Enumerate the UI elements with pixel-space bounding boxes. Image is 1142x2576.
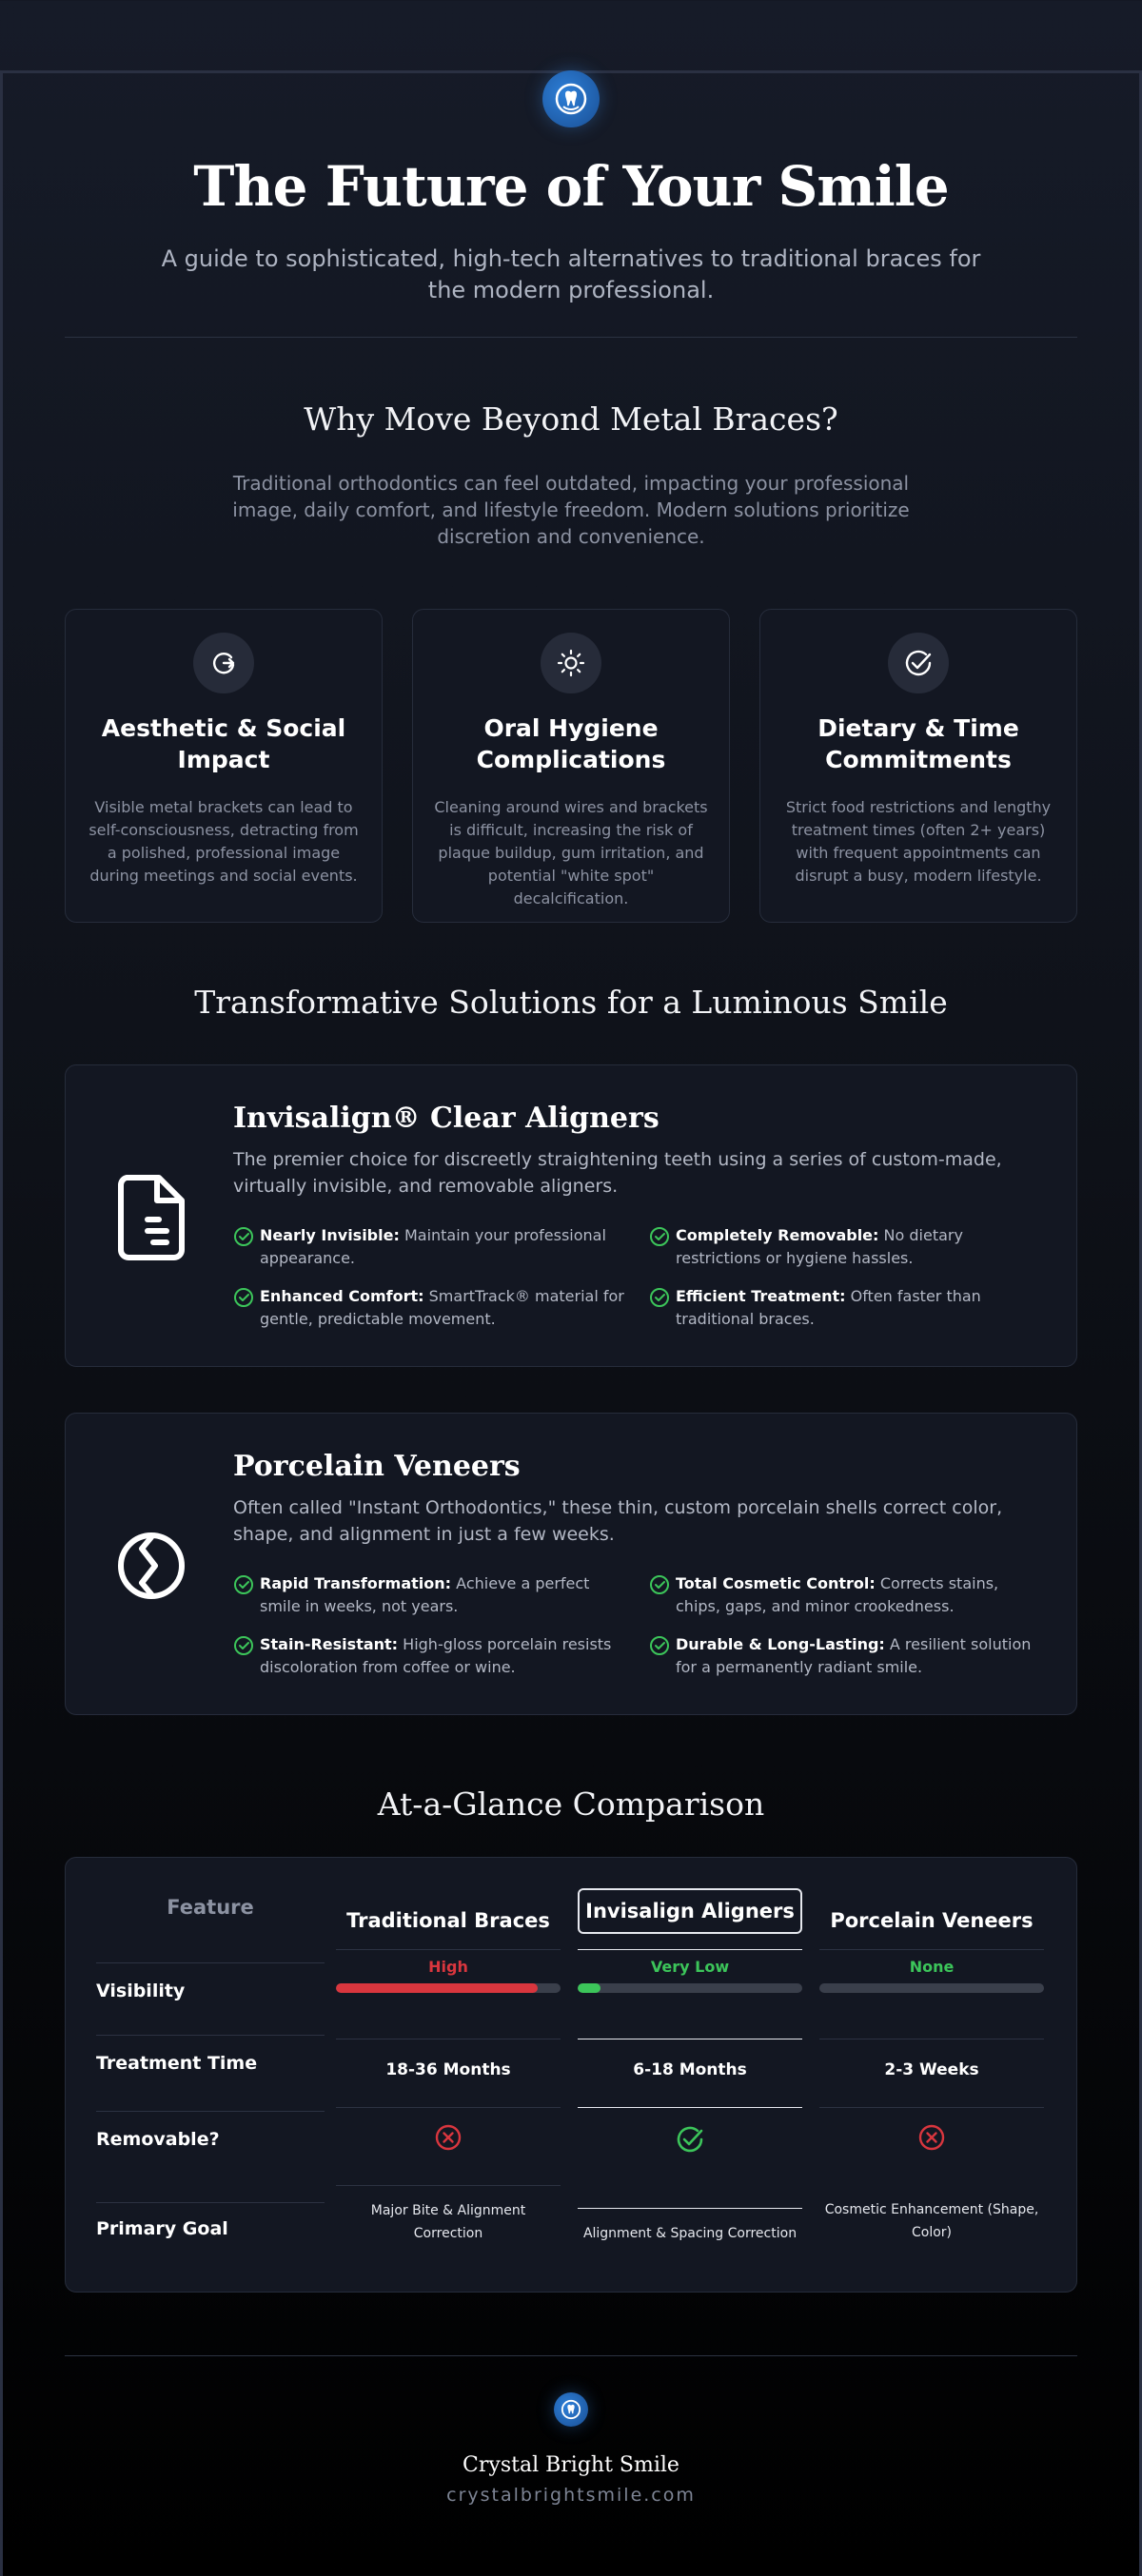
primary-goal-cell [336, 2185, 561, 2245]
solution-card-veneers [65, 1413, 1077, 1715]
benefit-text: Often faster than traditional braces. [676, 1287, 981, 1328]
comparison-table [65, 1857, 1077, 2293]
treatment-time-value: 18-36 Months [385, 2060, 511, 2079]
visibility-bar [336, 1983, 561, 1993]
sun-icon [541, 633, 601, 693]
problem-card [759, 609, 1077, 923]
check-icon [649, 1574, 676, 1618]
benefit-item [233, 1285, 626, 1331]
benefit-text: Achieve a perfect smile in weeks, not years. [260, 1574, 590, 1615]
check-icon [233, 1574, 260, 1618]
benefit-title: Total Cosmetic Control: [676, 1574, 876, 1592]
solution-card-invisalign [65, 1064, 1077, 1367]
page-content [65, 70, 1077, 2506]
footer-divider [65, 2355, 1077, 2356]
why-section-title: Why Move Beyond Metal Braces? [304, 400, 838, 438]
check-circle-icon [674, 2141, 706, 2159]
check-icon [649, 1635, 676, 1679]
treatment-time-value: 2-3 Weeks [884, 2060, 979, 2079]
benefit-item [649, 1572, 1042, 1618]
problem-card-title: Oral Hygiene Complications [476, 714, 666, 773]
treatment-time-cell [819, 2039, 1044, 2107]
solution-name: Porcelain Veneers [233, 1450, 521, 1483]
benefit-text: No dietary restrictions or hygiene hassles. [676, 1226, 963, 1267]
visibility-bar-fill [336, 1983, 538, 1993]
chevron-circle-icon [113, 1518, 189, 1613]
benefit-title: Nearly Invisible: [260, 1226, 400, 1244]
benefit-item [233, 1633, 626, 1679]
problem-card-text: Strict food restrictions and lengthy treatment times (often 2+ years) with frequent appointments can disrupt a busy, modern lifestyle. [785, 798, 1052, 885]
treatment-time-value: 6-18 Months [633, 2060, 747, 2079]
comparison-section-title: At-a-Glance Comparison [377, 1786, 765, 1823]
benefit-text: Corrects stains, chips, gaps, and minor crookedness. [676, 1574, 999, 1615]
problem-card [412, 609, 730, 923]
row-label-treatment-time: Treatment Time [96, 2035, 325, 2111]
document-icon [113, 1170, 189, 1265]
visibility-bar [819, 1983, 1044, 1993]
problem-card [65, 609, 383, 923]
x-circle-icon [434, 2137, 463, 2156]
benefit-title: Enhanced Comfort: [260, 1287, 424, 1305]
check-icon [649, 1226, 676, 1270]
check-icon [649, 1287, 676, 1331]
treatment-time-cell [578, 2039, 802, 2107]
visibility-bar [578, 1983, 802, 1993]
primary-goal-cell [819, 2185, 1044, 2244]
benefit-item [233, 1572, 626, 1618]
solution-name: Invisalign® Clear Aligners [233, 1102, 660, 1135]
problem-card-title: Dietary & Time Commitments [817, 714, 1019, 773]
benefits-list [233, 1224, 1042, 1331]
benefit-text: Maintain your professional appearance. [260, 1226, 606, 1267]
visibility-cell [578, 1949, 802, 1993]
check-icon [233, 1635, 260, 1679]
x-circle-icon [917, 2137, 946, 2156]
primary-goal-value: Cosmetic Enhancement (Shape, Color) [824, 2202, 1039, 2240]
tooth-icon [554, 2392, 588, 2427]
feature-column-header: Feature [167, 1896, 254, 1919]
benefit-title: Stain-Resistant: [260, 1635, 399, 1653]
visibility-bar-fill [578, 1983, 601, 1993]
visibility-cell [819, 1949, 1044, 1993]
column-header-braces: Traditional Braces [346, 1909, 550, 1932]
benefit-title: Efficient Treatment: [676, 1287, 846, 1305]
benefit-title: Completely Removable: [676, 1226, 879, 1244]
benefit-title: Durable & Long-Lasting: [676, 1635, 885, 1653]
divider [65, 337, 1077, 338]
treatment-time-cell [336, 2039, 561, 2107]
benefit-title: Rapid Transformation: [260, 1574, 452, 1592]
primary-goal-cell [578, 2208, 802, 2245]
why-section-text: Traditional orthodontics can feel outdated, impacting your professional image, daily comfort, and lifestyle freedom. Modern solutions prioritize discretion and convenience. [232, 472, 910, 548]
benefit-item [649, 1224, 1042, 1270]
primary-goal-value: Major Bite & Alignment Correction [370, 2203, 526, 2241]
column-header-invisalign: Invisalign Aligners [578, 1888, 802, 1934]
page-subtitle: A guide to sophisticated, high-tech alternatives to traditional braces for the modern professional. [161, 245, 981, 303]
column-header-veneers: Porcelain Veneers [830, 1909, 1034, 1932]
row-label-primary-goal: Primary Goal [96, 2202, 325, 2259]
check-circle-icon [888, 633, 949, 693]
visibility-value: High [428, 1958, 468, 1976]
refresh-icon [193, 633, 254, 693]
solution-description: The premier choice for discreetly straightening teeth using a series of custom-made, virtually invisible, and removable aligners. [233, 1149, 1002, 1197]
benefit-item [233, 1224, 626, 1270]
benefit-text: A resilient solution for a permanently radiant smile. [676, 1635, 1032, 1676]
check-icon [233, 1287, 260, 1331]
footer-website-link[interactable]: crystalbrightsmile.com [446, 2485, 696, 2506]
problem-cards [65, 609, 1077, 923]
tooth-icon [542, 70, 600, 127]
visibility-value: Very Low [650, 1958, 730, 1976]
benefits-list [233, 1572, 1042, 1679]
visibility-cell [336, 1949, 561, 1993]
benefit-item [649, 1285, 1042, 1331]
solutions-section-title: Transformative Solutions for a Luminous Smile [194, 984, 948, 1021]
benefit-text: SmartTrack® material for gentle, predictable movement. [260, 1287, 624, 1328]
primary-goal-value: Alignment & Spacing Correction [582, 2226, 797, 2241]
row-label-visibility: Visibility [96, 1962, 325, 2035]
check-icon [233, 1226, 260, 1270]
problem-card-text: Visible metal brackets can lead to self-consciousness, detracting from a polished, professional image during meetings and social events. [89, 798, 359, 885]
removable-cell [819, 2107, 1044, 2185]
solution-description: Often called "Instant Orthodontics," these thin, custom porcelain shells correct color, shape, and alignment in just a few weeks. [233, 1497, 1003, 1545]
removable-cell [578, 2107, 802, 2185]
benefit-text: High-gloss porcelain resists discoloration from coffee or wine. [260, 1635, 612, 1676]
removable-cell [336, 2107, 561, 2185]
row-label-removable: Removable? [96, 2111, 325, 2202]
page-title: The Future of Your Smile [193, 154, 949, 219]
visibility-value: None [909, 1958, 955, 1976]
problem-card-text: Cleaning around wires and brackets is difficult, increasing the risk of plaque buildup, gum irritation, and potential "white spot" decalcification. [434, 798, 708, 907]
benefit-item [649, 1633, 1042, 1679]
problem-card-title: Aesthetic & Social Impact [101, 714, 346, 773]
footer-brand: Crystal Bright Smile [463, 2453, 679, 2477]
